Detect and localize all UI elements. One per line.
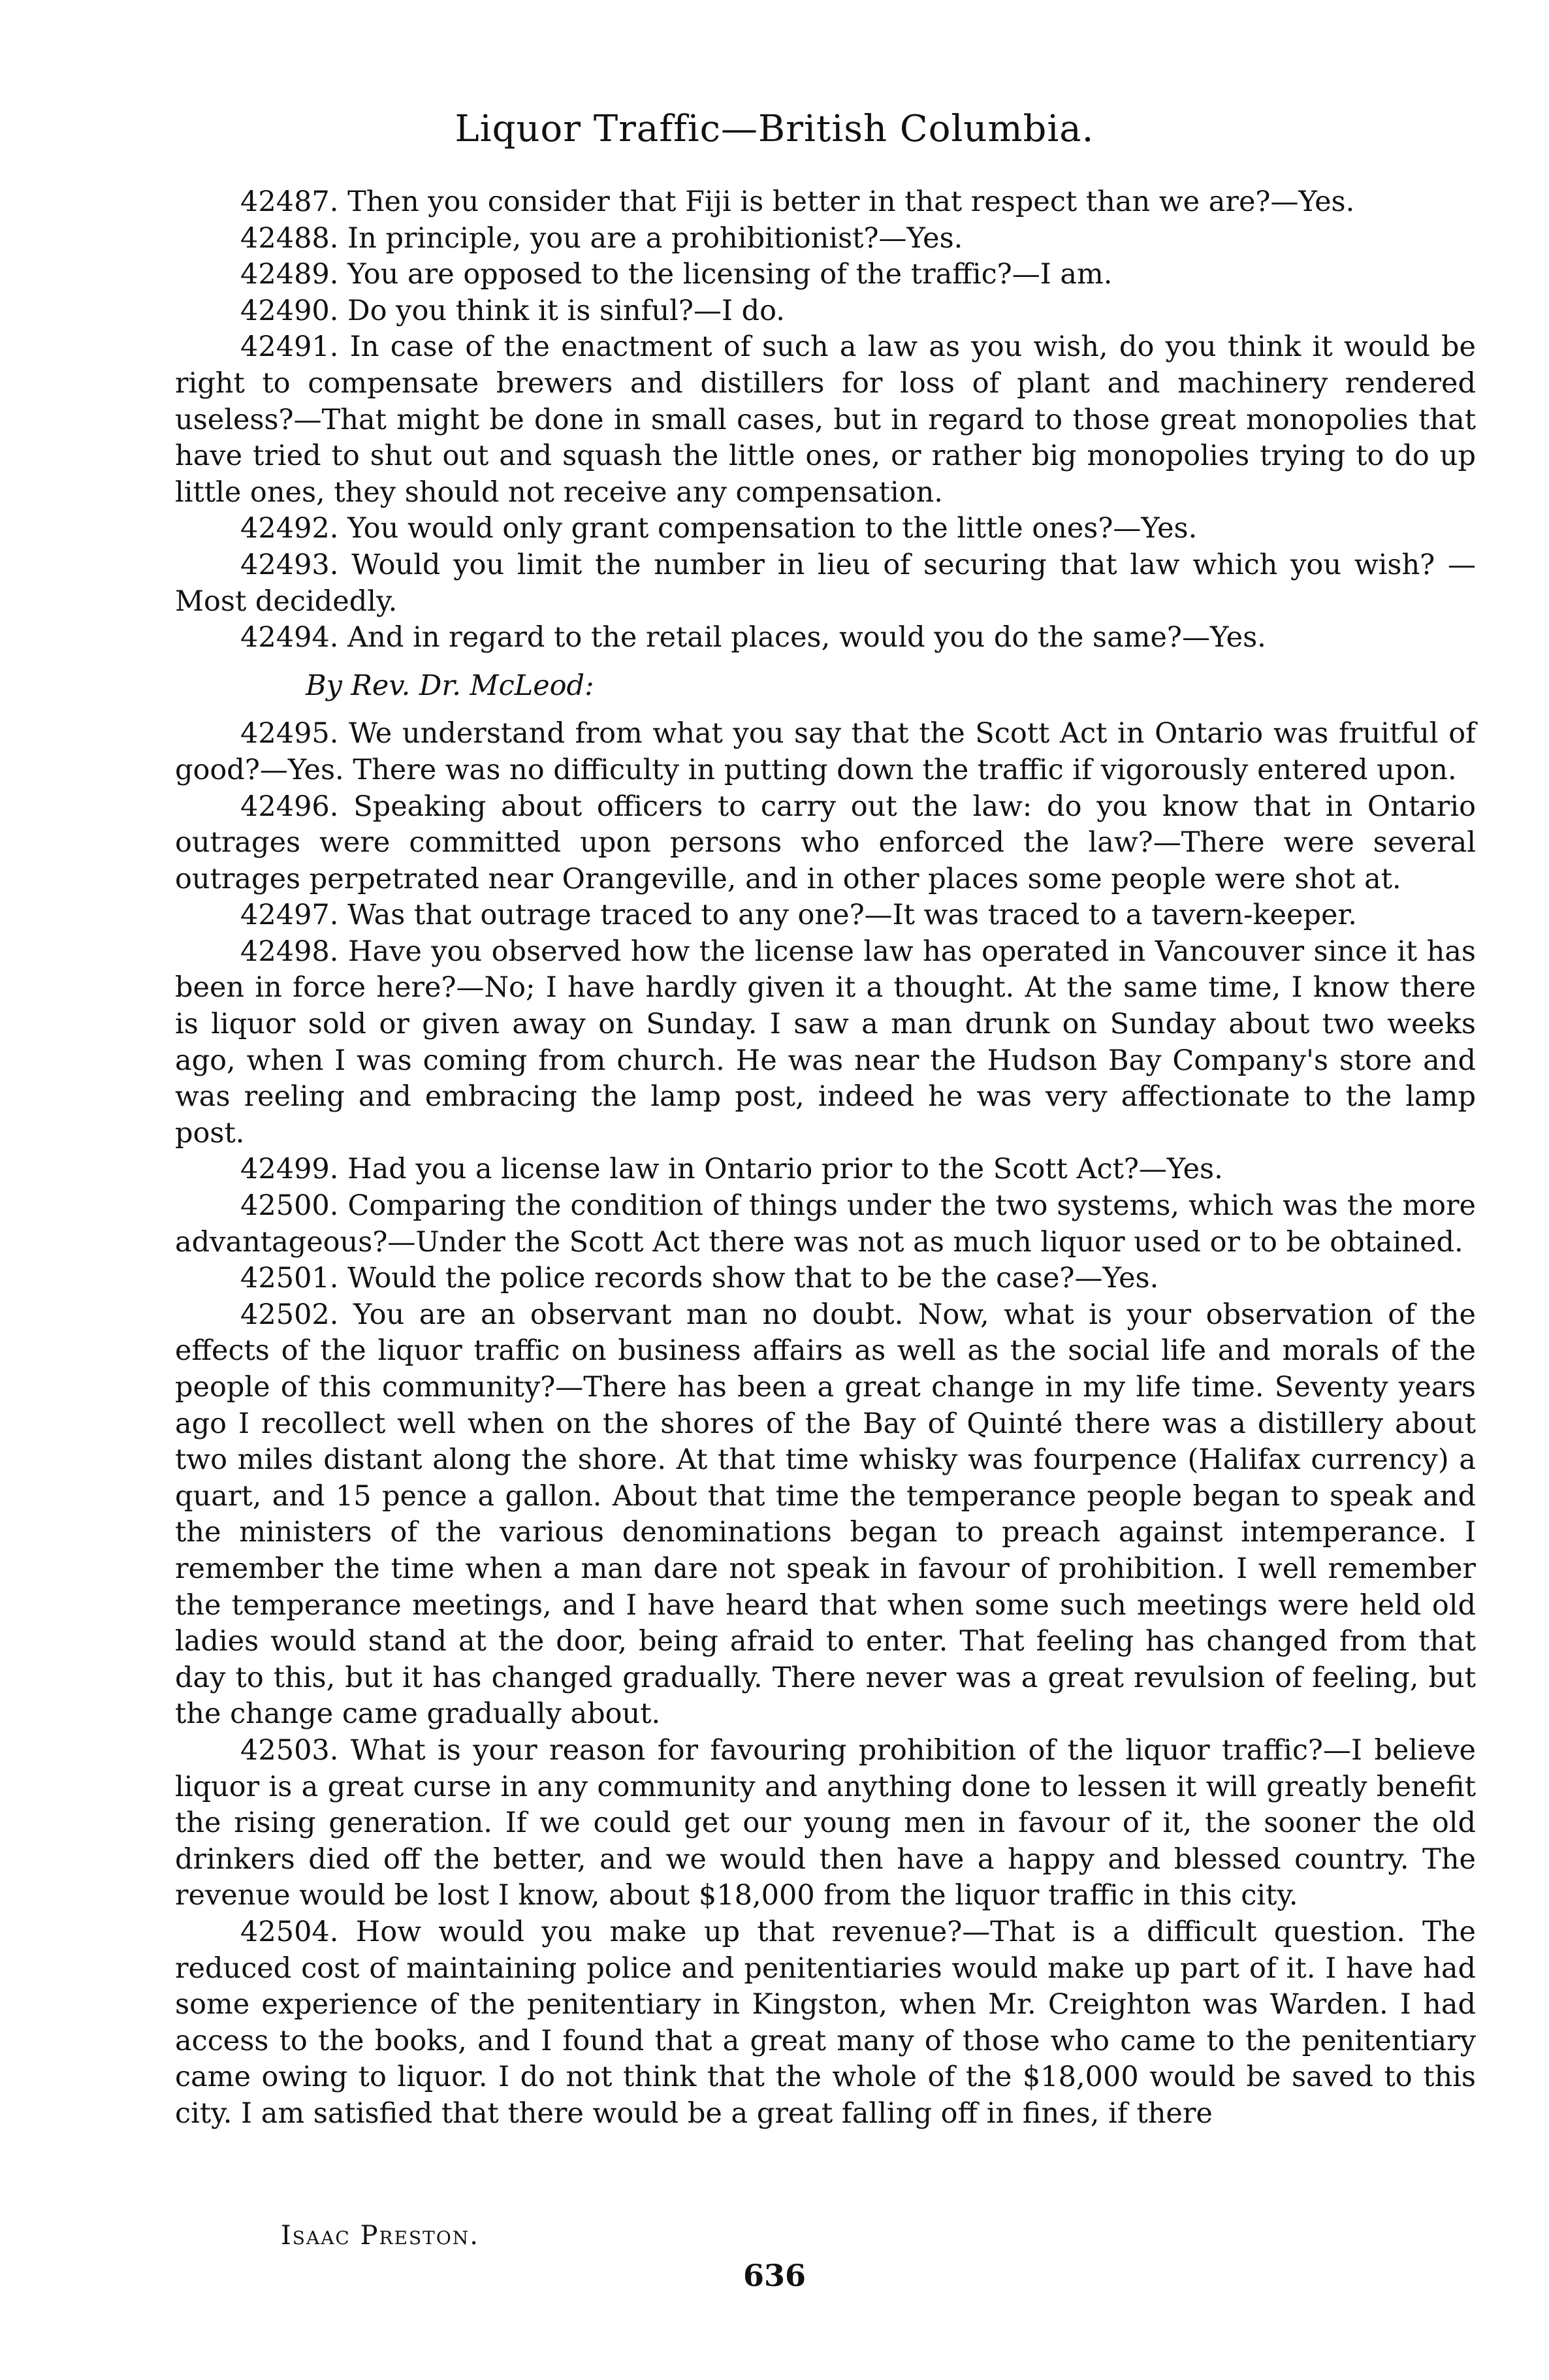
paragraph: 42494. And in regard to the retail places, would you do the same?—Yes. [240, 621, 1266, 654]
page-title: Liquor Traffic—British Columbia. [455, 108, 1094, 150]
paragraph: 42501. Would the police records show that to be the case?—Yes. [240, 1262, 1159, 1295]
paragraph: 42499. Had you a license law in Ontario prior to the Scott Act?—Yes. [240, 1153, 1223, 1186]
paragraph: 42504. How would you make up that revenue?—That is a difficult question. The reduced cost of maintaining police and penitentiaries would make up part of it. I have had some experience of the penitentiary in Kingston, when Mr. Creighton was Warden. I had access to the books, and I found that a great many of those who came to the penitentiary came owing to liquor. I do not think that the whole of the $18,000 would be saved to this city. I am satisfied that there would be a great falling off in fines, if there [175, 1915, 1476, 2130]
paragraph: 42491. In case of the enactment of such a law as you wish, do you think it would be right to compensate brewers and distillers for loss of plant and machinery rendered useless?—That might be done in small cases, but in regard to those great monopolies that have tried to shut out and squash the little ones, or rather big monopolies trying to do up little ones, they should not receive any compensation. [175, 330, 1476, 509]
paragraph: 42488. In principle, you are a prohibitionist?—Yes. [240, 221, 963, 255]
paragraph: 42497. Was that outrage traced to any one?—It was traced to a tavern-keeper. [240, 899, 1357, 932]
document-body [175, 184, 1476, 2132]
paragraph: 42487. Then you consider that Fiji is better in that respect than we are?—Yes. [240, 185, 1355, 218]
paragraph: 42493. Would you limit the number in lieu of securing that law which you wish? —Most decidedly. [175, 548, 1476, 618]
paragraph: 42498. Have you observed how the license law has operated in Vancouver since it has been in force here?—No; I have hardly given it a thought. At the same time, I know there is liquor sold or given away on Sunday. I saw a man drunk on Sunday about two weeks ago, when I was coming from church. He was near the Hudson Bay Company's store and was reeling and embracing the lamp post, indeed he was very affectionate to the lamp post. [175, 935, 1476, 1150]
paragraph: 42490. Do you think it is sinful?—I do. [240, 294, 785, 327]
paragraph: 42489. You are opposed to the licensing of the traffic?—I am. [240, 258, 1113, 291]
paragraph: 42500. Comparing the condition of things under the two systems, which was the more advantageous?—Under the Scott Act there was not as much liquor used or to be obtained. [175, 1189, 1476, 1259]
witness-signature: Isaac Preston. [281, 2221, 480, 2251]
paragraph: 42496. Speaking about officers to carry out the law: do you know that in Ontario outrages were committed upon persons who enforced the law?—There were several outrages perpetrated near Orangeville, and in other places some people were shot at. [175, 790, 1476, 895]
paragraph: 42502. You are an observant man no doubt. Now, what is your observation of the effects of the liquor traffic on business affairs as well as the social life and morals of the people of this community?—There has been a great change in my life time. Seventy years ago I recollect well when on the shores of the Bay of Quinté there was a distillery about two miles distant along the shore. At that time whisky was fourpence (Halifax currency) a quart, and 15 pence a gallon. About that time the temperance people began to speak and the ministers of the various denominations began to preach against intemperance. I remember the time when a man dare not speak in favour of prohibition. I well remember the temperance meetings, and I have heard that when some such meetings were held old ladies would stand at the door, being afraid to enter. That feeling has changed from that day to this, but it has changed gradually. There never was a great revulsion of feeling, but the change came gradually about. [175, 1298, 1476, 1731]
paragraph: 42492. You would only grant compensation to the little ones?—Yes. [240, 512, 1198, 545]
paragraph: 42503. What is your reason for favouring prohibition of the liquor traffic?—I believe liquor is a great curse in any community and anything done to lessen it will greatly benefit the rising generation. If we could get our young men in favour of it, the sooner the old drinkers died off the better, and we would then have a happy and blessed country. The revenue would be lost I know, about $18,000 from the liquor traffic in this city. [175, 1733, 1476, 1912]
examiner-subheading: By Rev. Dr. McLeod: [306, 669, 594, 702]
paragraph: 42495. We understand from what you say that the Scott Act in Ontario was fruitful of good?—Yes. There was no difficulty in putting down the traffic if vigorously entered upon. [175, 717, 1476, 786]
page-number: 636 [743, 2258, 806, 2293]
